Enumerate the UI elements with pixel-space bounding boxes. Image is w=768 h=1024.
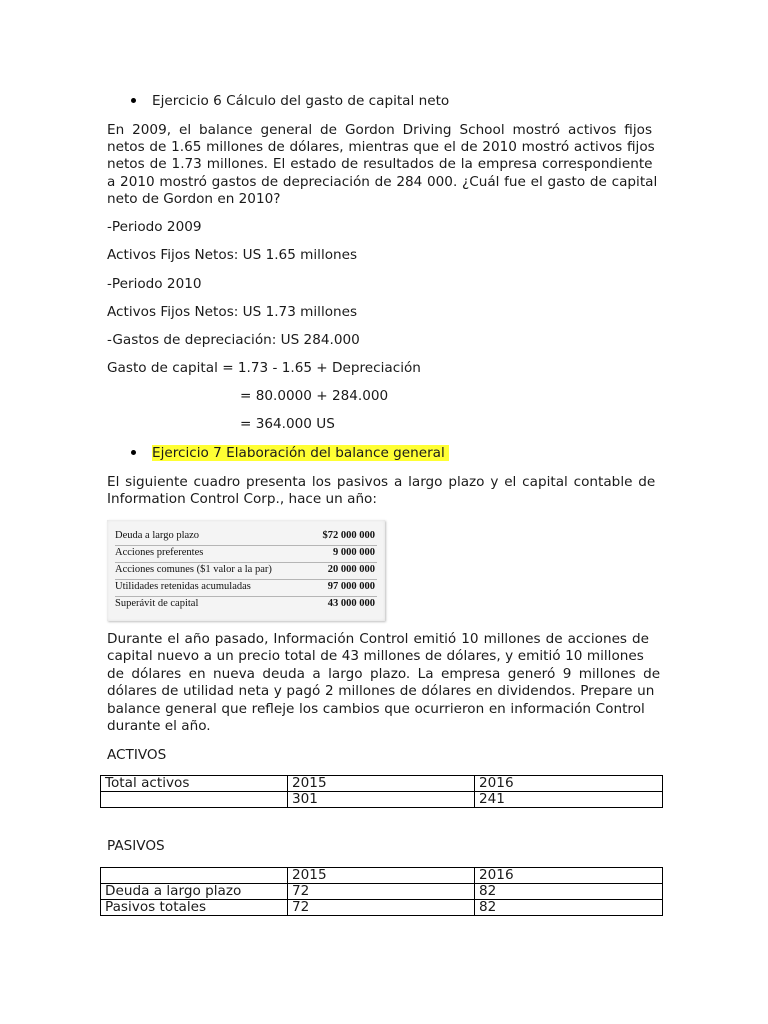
table-row <box>101 884 663 900</box>
pasivos-title: PASIVOS <box>107 838 165 854</box>
intro-line: El siguiente cuadro presenta los pasivos a largo plazo y el capital contable de <box>107 474 656 490</box>
image-table-value: $72 000 000 <box>322 530 375 541</box>
image-table-label: Acciones comunes ($1 valor a la par) <box>115 564 272 575</box>
body-line: dólares de utilidad neta y pagó 2 millones de dólares en dividendos. Prepare un <box>107 683 655 699</box>
table-row <box>101 792 663 808</box>
body-line: de dólares en nueva deuda a largo plazo. La empresa generó 9 millones de <box>107 666 661 682</box>
net-assets-2010: Activos Fijos Netos: US 1.73 millones <box>107 304 358 320</box>
depreciation-line: -Gastos de depreciación: US 284.000 <box>107 332 360 348</box>
paragraph-line: netos de 1.65 millones de dólares, mientras que el de 2010 mostró activos fijos <box>107 139 655 155</box>
intro-line: Information Control Corp., hace un año: <box>107 491 377 507</box>
image-table-label: Deuda a largo plazo <box>115 530 200 541</box>
image-table-value: 20 000 000 <box>327 564 375 575</box>
table-cell: 241 <box>475 792 663 808</box>
activos-title: ACTIVOS <box>107 747 167 763</box>
image-table-label: Superávit de capital <box>115 598 199 609</box>
body-line: balance general que refleje los cambios que ocurrieron en información Control <box>107 701 645 717</box>
paragraph-line: neto de Gordon en 2010? <box>107 191 281 207</box>
exercise-6-heading: Ejercicio 6 Cálculo del gasto de capital neto <box>152 93 450 109</box>
image-table-row <box>115 562 377 578</box>
table-cell <box>101 792 288 808</box>
image-table-label: Acciones preferentes <box>115 547 204 558</box>
image-table-value: 43 000 000 <box>327 598 375 609</box>
formula-step-1: = 80.0000 + 284.000 <box>240 388 389 404</box>
exercise-7-heading <box>152 444 449 462</box>
period-2010: -Periodo 2010 <box>107 276 202 292</box>
table-cell: Pasivos totales <box>101 900 288 916</box>
table-cell: 72 <box>288 884 475 900</box>
table-row <box>101 868 663 884</box>
body-line: durante el año. <box>107 718 211 734</box>
image-table-value: 9 000 000 <box>333 547 375 558</box>
capital-formula: Gasto de capital = 1.73 - 1.65 + Depreciación <box>107 360 421 376</box>
liabilities-equity-image-table <box>107 520 385 621</box>
net-assets-2009: Activos Fijos Netos: US 1.65 millones <box>107 247 358 263</box>
table-cell <box>101 868 288 884</box>
table-row <box>101 776 663 792</box>
image-table-row <box>115 579 377 595</box>
period-2009: -Periodo 2009 <box>107 219 202 235</box>
image-table-row <box>115 545 377 561</box>
table-cell: 2016 <box>475 776 663 792</box>
image-table-row <box>115 596 377 612</box>
image-table-row <box>115 528 377 544</box>
table-cell: 301 <box>288 792 475 808</box>
paragraph-line: a 2010 mostró gastos de depreciación de 284 000. ¿Cuál fue el gasto de capital <box>107 174 658 190</box>
activos-table <box>100 775 663 808</box>
table-cell: 82 <box>475 900 663 916</box>
bullet-icon <box>131 98 136 103</box>
body-line: Durante el año pasado, Información Control emitió 10 millones de acciones de <box>107 631 650 647</box>
table-row <box>101 900 663 916</box>
paragraph-line: netos de 1.73 millones. El estado de resultados de la empresa correspondiente <box>107 156 653 172</box>
table-cell: 82 <box>475 884 663 900</box>
table-cell: Deuda a largo plazo <box>101 884 288 900</box>
image-table-value: 97 000 000 <box>327 581 375 592</box>
highlighted-heading: Ejercicio 7 Elaboración del balance general <box>152 445 449 461</box>
table-cell: 2015 <box>288 776 475 792</box>
image-table-label: Utilidades retenidas acumuladas <box>115 581 251 592</box>
pasivos-table <box>100 867 663 916</box>
table-cell: Total activos <box>101 776 288 792</box>
paragraph-line: En 2009, el balance general de Gordon Driving School mostró activos fijos <box>107 122 653 138</box>
bullet-icon <box>131 450 136 455</box>
body-line: capital nuevo a un precio total de 43 millones de dólares, y emitió 10 millones <box>107 648 644 664</box>
table-cell: 2015 <box>288 868 475 884</box>
table-cell: 2016 <box>475 868 663 884</box>
formula-step-2: = 364.000 US <box>240 416 335 432</box>
table-cell: 72 <box>288 900 475 916</box>
